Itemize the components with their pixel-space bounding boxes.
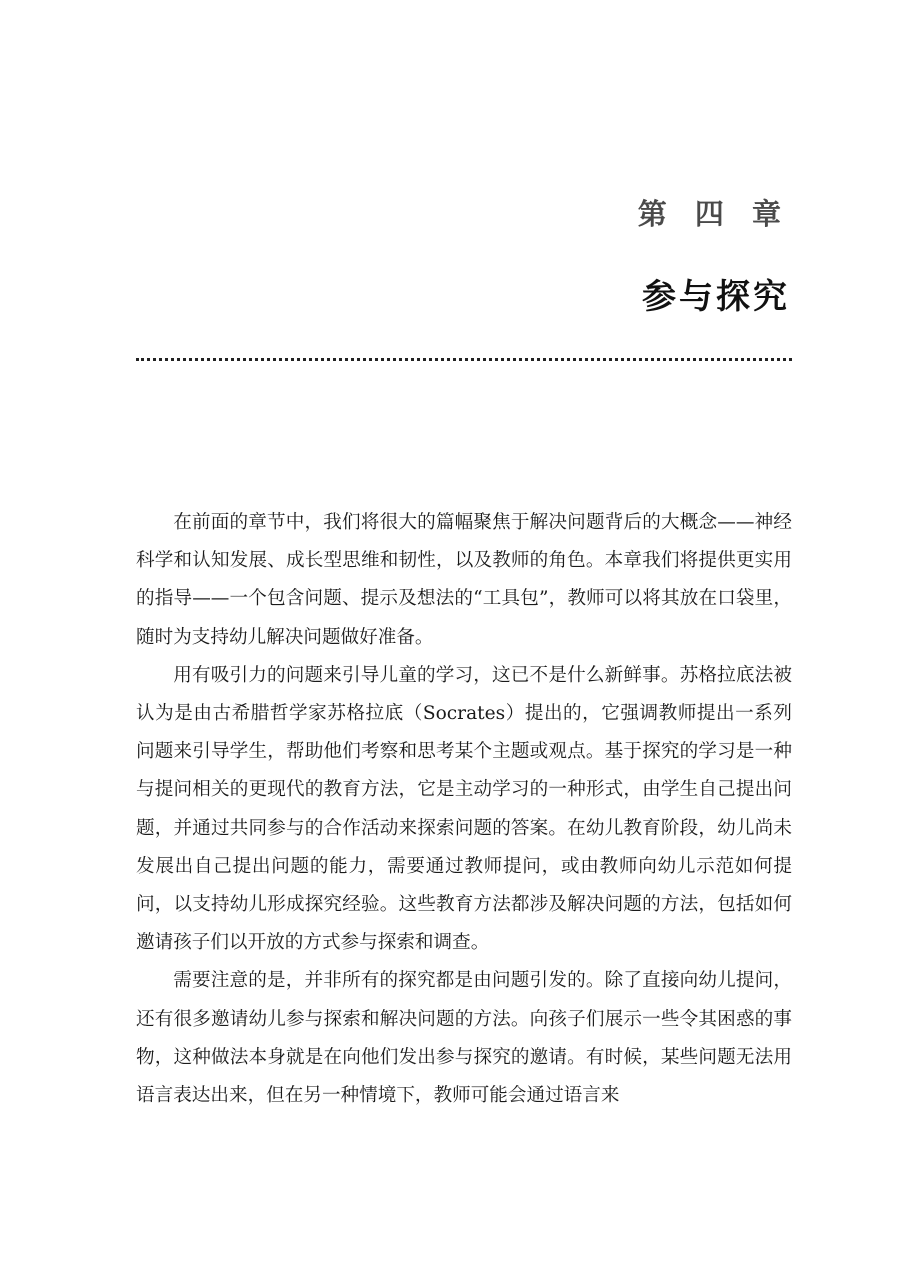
paragraph-2: 用有吸引力的问题来引导儿童的学习，这已不是什么新鲜事。苏格拉底法被认为是由古希腊哲学家苏格拉底（Socrates）提出的，它强调教师提出一系列问题来引导学生，帮助他们考察和思考某个主题或观点。基于探究的学习是一种与提问相关的更现代的教育方法，它是主动学习的一种形式，由学生自己提出问题，并通过共同参与的合作活动来探索问题的答案。在幼儿教育阶段，幼儿尚未发展出自己提出问题的能力，需要通过教师提问，或由教师向幼儿示范如何提问，以支持幼儿形成探究经验。这些教育方法都涉及解决问题的方法，包括如何邀请孩子们以开放的方式参与探索和调查。	[136, 664, 792, 954]
paragraph-3: 需要注意的是，并非所有的探究都是由问题引发的。除了直接向幼儿提问，还有很多邀请幼儿参与探索和解决问题的方法。向孩子们展示一些令其困惑的事物，这种做法本身就是在向他们发出参与探究的邀请。有时候，某些问题无法用语言表达出来，但在另一种情境下，教师可能会通过语言来	[136, 970, 792, 1107]
body-text	[136, 504, 792, 1115]
chapter-title: 参与探究	[642, 277, 790, 317]
dotted-divider	[136, 358, 792, 361]
chapter-number: 第 四 章	[637, 197, 790, 231]
paragraph-1: 在前面的章节中，我们将很大的篇幅聚焦于解决问题背后的大概念——神经科学和认知发展、成长型思维和韧性，以及教师的角色。本章我们将提供更实用的指导——一个包含问题、提示及想法的“工具包”，教师可以将其放在口袋里，随时为支持幼儿解决问题做好准备。	[136, 512, 792, 648]
